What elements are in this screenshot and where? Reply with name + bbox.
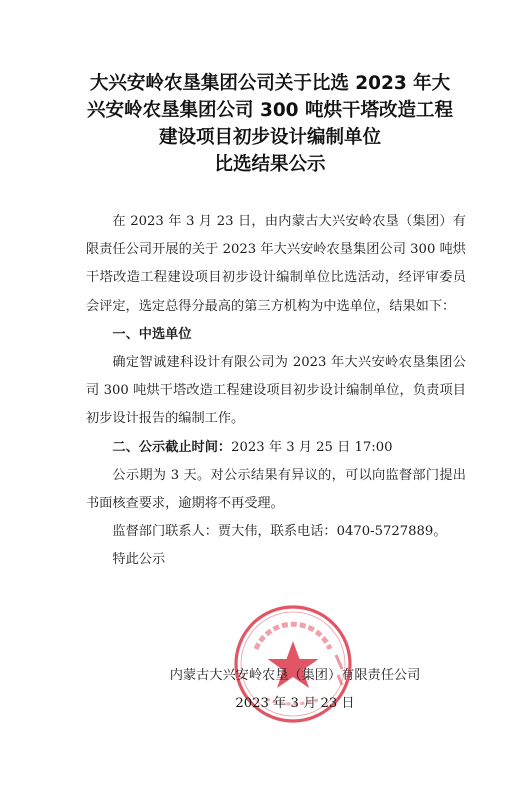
section-2-heading	[86, 434, 466, 462]
section-2-content: 公示期为 3 天。对公示结果有异议的，可以向监督部门提出书面核查要求，逾期将不再受理。	[86, 467, 466, 512]
intro-paragraph: 在 2023 年 3 月 23 日，由内蒙古大兴安岭农垦（集团）有限责任公司开展的关于 2023 年大兴安岭农垦集团公司 300 吨烘干塔改造工程建设项目初步设计编制单位比选活动，经评审委员会评定，选定总得分最高的第三方机构为中选单位，结果如下：	[86, 214, 466, 314]
title-line-3: 建设项目初步设计编制单位	[158, 127, 381, 148]
section-1-content: 确定智诚建科设计有限公司为 2023 年大兴安岭农垦集团公司 300 吨烘干塔改造工程建设项目初步设计编制单位，负责项目初步设计报告的编制工作。	[86, 355, 466, 427]
title-line-1: 大兴安岭农垦集团公司关于比选 2023 年大	[89, 73, 451, 94]
signature-block	[130, 662, 460, 718]
signature-organization: 内蒙古大兴安岭农垦（集团）有限责任公司	[169, 668, 421, 683]
closing-line: 特此公示	[112, 552, 166, 568]
deadline-value: 2023 年 3 月 25 日 17:00	[231, 439, 393, 455]
section-1-heading: 一、中选单位	[112, 326, 192, 342]
section-2-label: 二、公示截止时间：	[112, 439, 232, 455]
title-line-2: 兴安岭农垦集团公司 300 吨烘干塔改造工程	[87, 100, 453, 121]
document-body	[86, 208, 466, 575]
contact-line: 监督部门联系人：贾大伟，联系电话：0470-5727889。	[112, 524, 447, 540]
document-title	[60, 70, 480, 178]
title-line-4: 比选结果公示	[214, 154, 326, 175]
signature-date: 2023 年 3 月 23 日	[235, 696, 355, 711]
